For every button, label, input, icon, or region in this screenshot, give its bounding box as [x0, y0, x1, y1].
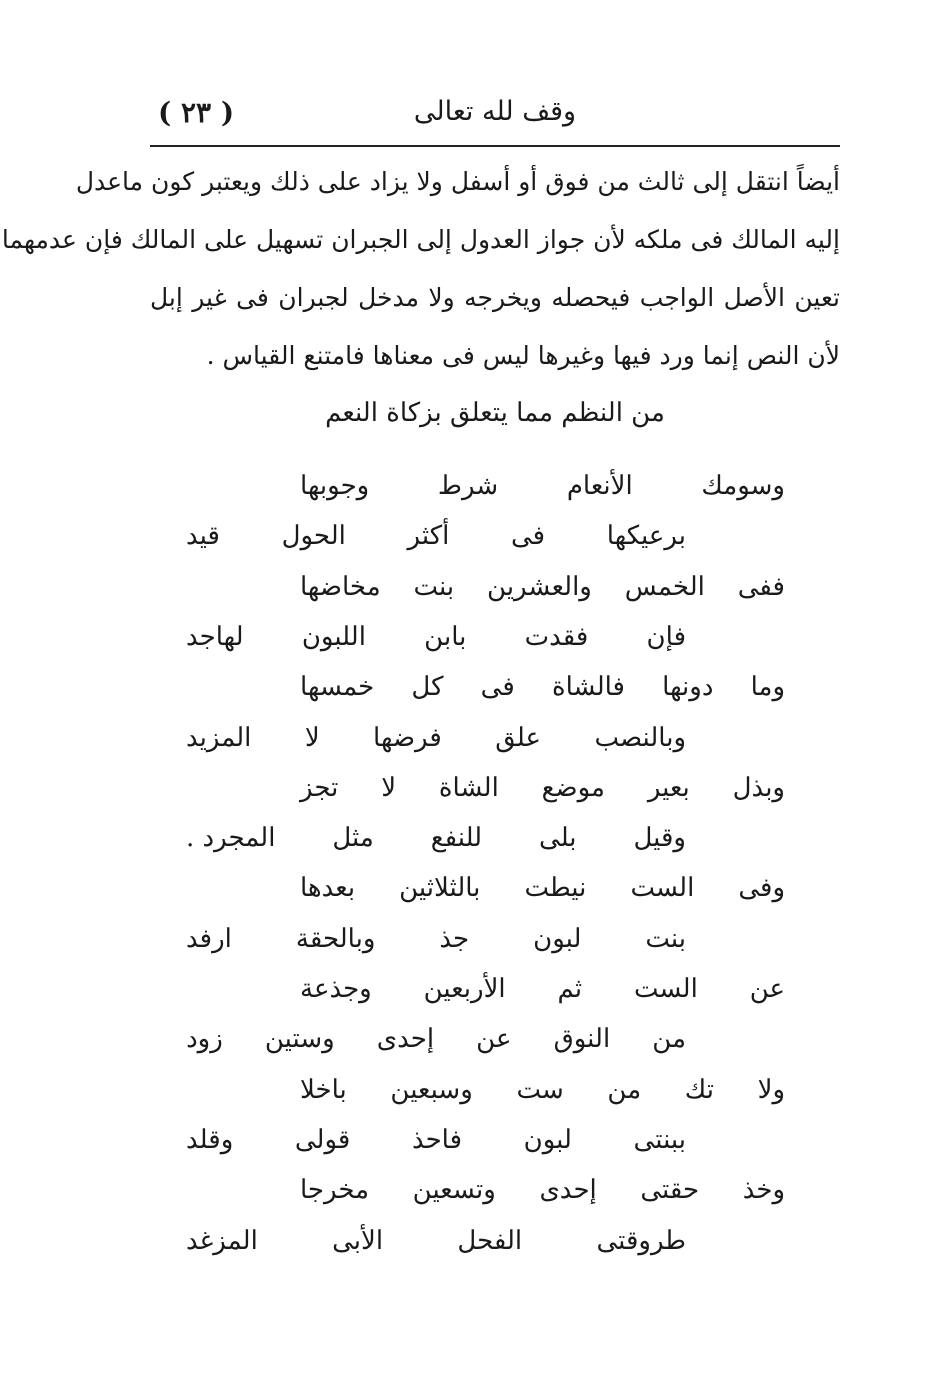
poem-word: مثل	[332, 823, 374, 854]
poem-hemistich	[186, 1019, 686, 1059]
poem-word: فرضها	[373, 722, 442, 753]
header-divider	[150, 145, 840, 147]
poem-word: إحدى	[376, 1024, 435, 1055]
poem-word: فقدت	[524, 621, 589, 652]
poem-word: وجوبها	[300, 471, 370, 501]
prose-line: إليه المالك فى ملكه لأن جواز العدول إلى الجبران تسهيل على المالك فإن عدمهما	[1, 225, 840, 254]
poem-hemistich	[300, 466, 785, 506]
poem-word: وما	[750, 672, 785, 703]
poem-word: مخاضها	[300, 571, 381, 602]
poem-word: موضع	[541, 772, 605, 803]
poem-word: بعير	[647, 772, 690, 803]
poem-word: دونها	[662, 672, 714, 703]
prose-line: تعين الأصل الواجب فيحصله ويخرجه ولا مدخل لجبران فى غير إبل	[150, 283, 840, 312]
poem-word: من	[652, 1024, 686, 1055]
poem-word: لبون	[523, 1124, 572, 1155]
poem-word: وبالحقة	[295, 923, 376, 954]
poem-word: الأبى	[332, 1225, 384, 1256]
poem-word: خمسها	[300, 672, 375, 703]
poem-word: وبذل	[732, 772, 785, 803]
poem-word: فى	[511, 521, 546, 552]
poem-word: ارفد	[186, 923, 232, 954]
poem-word: ست	[516, 1074, 564, 1105]
poem-word: بنت	[645, 923, 686, 954]
poem-hemistich	[186, 718, 686, 758]
running-head-title: وقف لله تعالى	[413, 96, 577, 127]
poem-word: بلى	[539, 823, 577, 854]
poem-word: فى	[480, 672, 515, 703]
poem-word: للنفع	[430, 823, 483, 854]
poem-hemistich	[300, 1070, 785, 1110]
poem-hemistich	[300, 667, 785, 707]
poem-word: كل	[411, 672, 444, 703]
poem-word: تجز	[300, 772, 339, 803]
prose-line: أيضاً انتقل إلى ثالث من فوق أو أسفل ولا يزاد على ذلك ويعتبر كون ماعدل	[75, 167, 840, 196]
poem-word: ثم	[557, 974, 583, 1004]
poem-word: وستين	[264, 1024, 335, 1055]
poem-word: عن	[476, 1024, 512, 1055]
poem-word: نيطت	[524, 873, 587, 904]
poem-word: فالشاة	[551, 672, 625, 703]
poem-word: وسومك	[701, 471, 785, 501]
poem-word: عن	[749, 974, 785, 1004]
poem-word: وبالنصب	[594, 722, 686, 753]
poem-word: جذ	[439, 923, 470, 954]
poem-hemistich	[300, 868, 785, 908]
poem-word: وقلد	[186, 1124, 234, 1155]
poem-word: الفحل	[457, 1225, 523, 1256]
poem-word: بابن	[424, 621, 467, 652]
section-heading: من النظم مما يتعلق بزكاة النعم	[325, 398, 665, 428]
poem-word: وسبعين	[390, 1074, 473, 1105]
prose-paragraph	[1, 153, 840, 385]
poem-hemistich	[300, 969, 785, 1009]
poem-word: بنت	[413, 571, 455, 602]
poem-word: تك	[684, 1074, 714, 1105]
poem-word: الحول	[281, 521, 346, 552]
poem-word: اللبون	[301, 621, 366, 652]
poem-word: لبون	[533, 923, 582, 954]
poem-hemistich	[300, 567, 785, 607]
poem-word: باخلا	[300, 1074, 347, 1105]
poem-word: الست	[630, 873, 695, 904]
poem-hemistich	[186, 617, 686, 657]
poem-hemistich	[300, 768, 785, 808]
poem-word: المزيد	[186, 722, 252, 753]
poem-word: لا	[304, 722, 320, 753]
poem-word: المزغد	[186, 1225, 258, 1256]
prose-line: لأن النص إنما ورد فيها وغيرها ليس فى معناها فامتنع القياس .	[206, 341, 840, 370]
poem-word: فإن	[646, 621, 686, 652]
poem-hemistich	[186, 516, 686, 556]
poem-word: بالثلاثين	[399, 873, 481, 904]
poem-word: لهاجد	[186, 621, 244, 652]
poem-word: والعشرين	[487, 571, 592, 602]
poem-word: إحدى	[539, 1175, 597, 1206]
poem-word: أكثر	[407, 521, 450, 552]
poem-word: الشاة	[438, 772, 499, 803]
poem-word: الخمس	[624, 571, 705, 602]
poem-word: قيد	[186, 521, 220, 552]
poem-word: النوق	[553, 1024, 611, 1055]
poem-word: زود	[186, 1024, 223, 1055]
poem-word: من	[607, 1074, 642, 1105]
poem-word: ففى	[737, 571, 785, 602]
poem-hemistich	[186, 818, 686, 858]
poem-word: وجذعة	[300, 974, 372, 1004]
poem-word: قولى	[294, 1124, 351, 1155]
poem-hemistich	[186, 1120, 686, 1160]
running-head	[150, 92, 840, 142]
poem-word: وفى	[738, 873, 785, 904]
poem-word: حقتى	[640, 1175, 700, 1206]
poem-word: مخرجا	[300, 1175, 370, 1206]
poem-word: المجرد .	[186, 823, 276, 854]
poem-word: وخذ	[742, 1175, 785, 1206]
poem-word: الست	[633, 974, 698, 1004]
poem-word: فاحذ	[411, 1124, 463, 1155]
poem-word: علق	[495, 722, 542, 753]
poem-word: وتسعين	[412, 1175, 496, 1206]
poem-word: شرط	[437, 471, 499, 501]
poem-word: بعدها	[300, 873, 356, 904]
poem-hemistich	[300, 1170, 785, 1210]
poem-word: طروقتى	[596, 1225, 686, 1256]
poem-word: الأربعين	[423, 974, 506, 1004]
poem-word: ببنتى	[633, 1124, 686, 1155]
page-number: ( ٢٣ )	[158, 96, 235, 129]
poem-word: ولا	[757, 1074, 785, 1105]
poem-hemistich	[186, 1221, 686, 1261]
poem-word: وقيل	[633, 823, 686, 854]
poem-word: الأنعام	[566, 471, 633, 501]
poem-word: برعيكها	[606, 521, 686, 552]
poem-word: لا	[381, 772, 397, 803]
poem-hemistich	[186, 919, 686, 959]
